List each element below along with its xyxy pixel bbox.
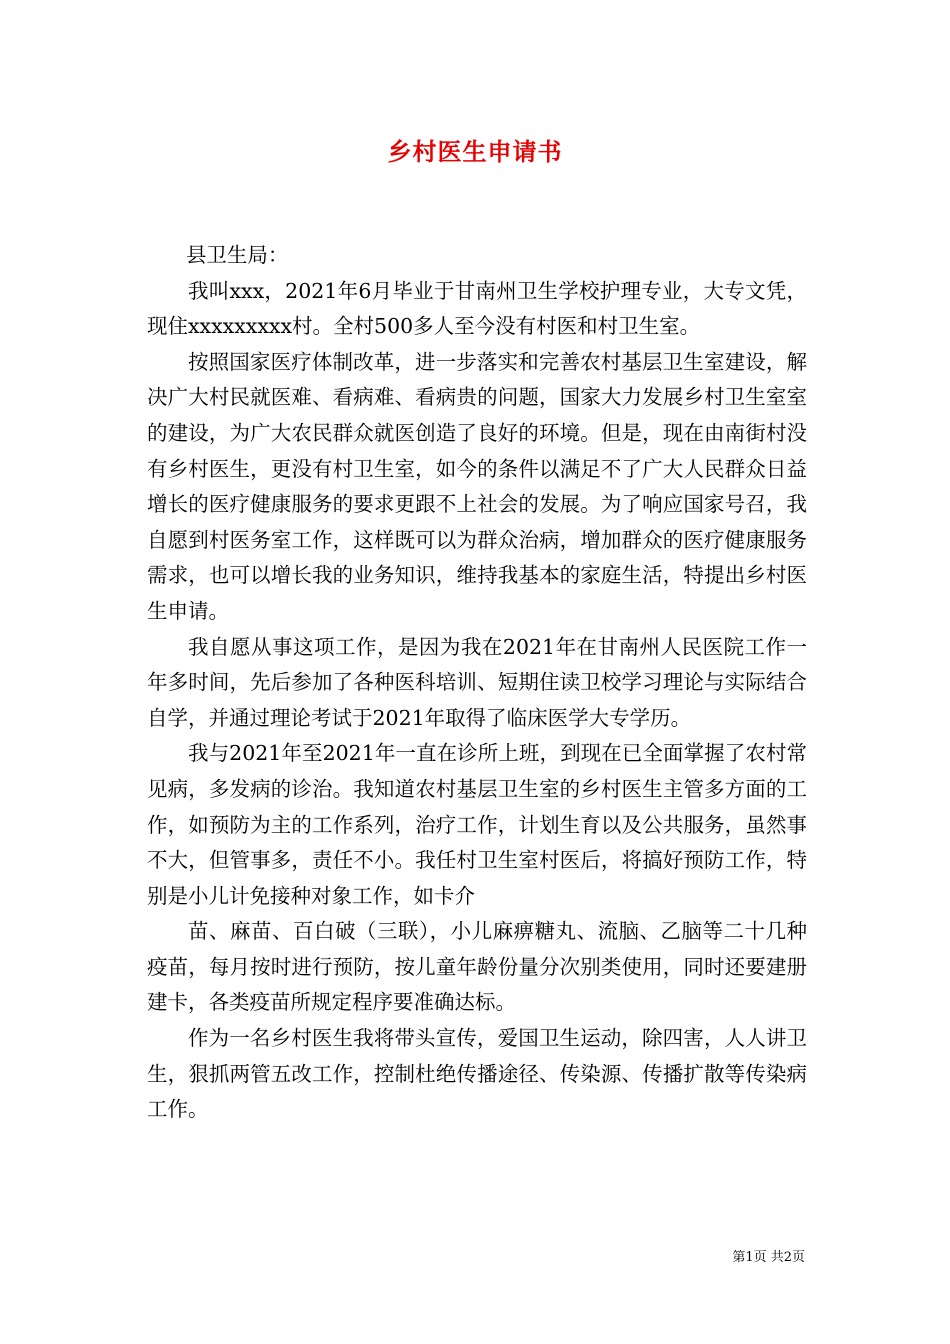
document-body bbox=[147, 238, 807, 1128]
paragraph-vaccines: 苗、麻苗、百白破（三联），小儿麻痹糖丸、流脑、乙脑等二十几种疫苗，每月按时进行预防，按儿童年龄份量分次别类使用，同时还要建册建卡，各类疫苗所规定程序要准确达标。 bbox=[147, 919, 807, 1015]
salutation: 县卫生局： bbox=[185, 243, 289, 267]
paragraph-reform: 按照国家医疗体制改革，进一步落实和完善农村基层卫生室建设，解决广大村民就医难、看病难、看病贵的问题，国家大力发展乡村卫生室室的建设，为广大农民群众就医创造了良好的环境。但是，现在由南街村没有乡村医生，更没有村卫生室，如今的条件以满足不了广大人民群众日益增长的医疗健康服务的要求更跟不上社会的发展。为了响应国家号召，我自愿到村医务室工作，这样既可以为群众治病，增加群众的医疗健康服务需求，也可以增长我的业务知识，维持我基本的家庭生活，特提出乡村医生申请。 bbox=[147, 349, 807, 623]
paragraph-duties: 我与2021年至2021年一直在诊所上班，到现在已全面掌握了农村常见病，多发病的诊治。我知道农村基层卫生室的乡村医生主管多方面的工作，如预防为主的工作系列，治疗工作，计划生育以及公共服务，虽然事不大，但管事多，责任不小。我任村卫生室村医后，将搞好预防工作，特别是小儿计免接种对象工作，如卡介 bbox=[147, 741, 807, 908]
page-number: 第1页 共2页 bbox=[732, 1250, 805, 1265]
paragraph-hygiene: 作为一名乡村医生我将带头宣传，爱国卫生运动，除四害，人人讲卫生，狠抓两管五改工作，控制杜绝传播途径、传染源、传播扩散等传染病工作。 bbox=[147, 1026, 807, 1122]
document-title: 乡村医生申请书 bbox=[387, 137, 563, 166]
paragraph-intro: 我叫xxx，2021年6月毕业于甘南州卫生学校护理专业，大专文凭，现住xxxxxxxxx村。全村500多人至今没有村医和村卫生室。 bbox=[147, 278, 807, 339]
paragraph-experience: 我自愿从事这项工作，是因为我在2021年在甘南州人民医院工作一年多时间，先后参加了各种医科培训、短期住读卫校学习理论与实际结合自学，并通过理论考试于2021年取得了临床医学大专学历。 bbox=[147, 634, 807, 730]
